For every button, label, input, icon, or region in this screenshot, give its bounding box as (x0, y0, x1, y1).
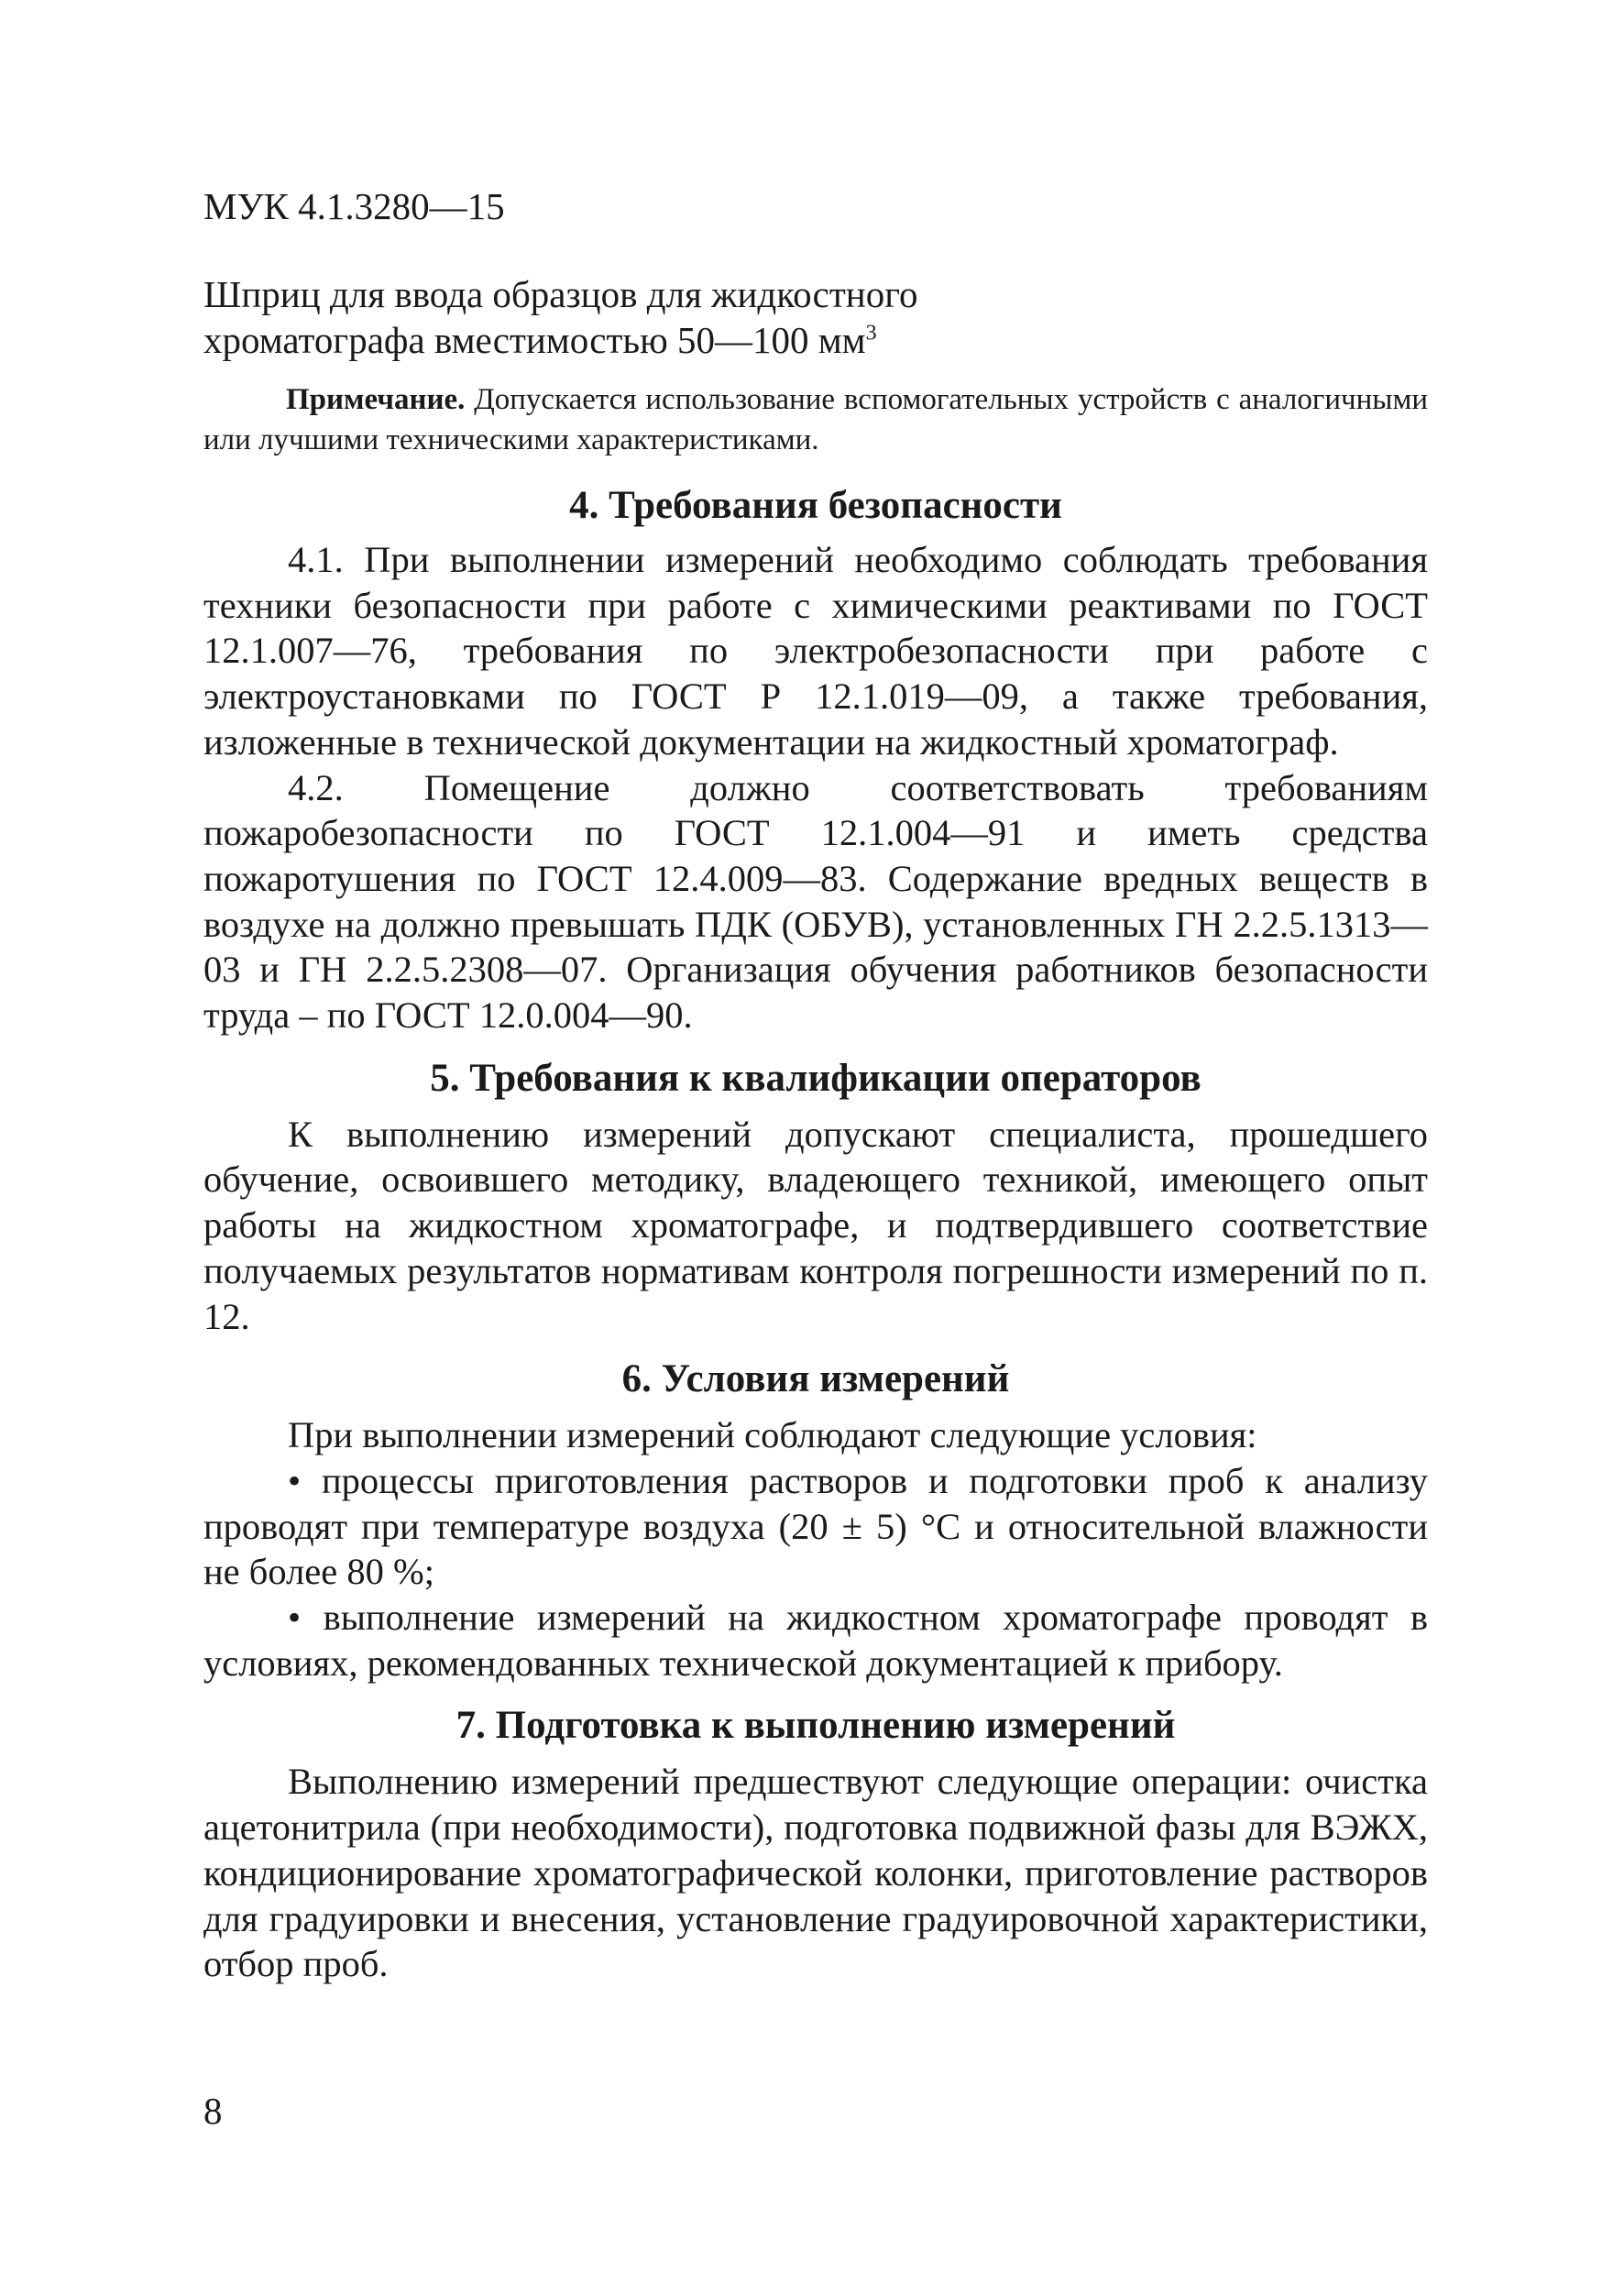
page-content (203, 271, 1428, 1987)
section-5-paragraph-1: К выполнению измерений допускают специалиста, прошедшего обучение, освоившего методику, владеющего техникой, имеющего опыт работы на жидкостном хроматографе, и подтвердившего соответствие получаемых результатов нормативам контроля погрешности измерений по п. 12. (203, 1113, 1428, 1337)
document-code-header: МУК 4.1.3280—15 (203, 185, 505, 227)
note-paragraph (203, 379, 1428, 460)
section-4-paragraph-1: 4.1. При выполнении измерений необходимо соблюдать требования техники безопасности при работе с химическими реактивами по ГОСТ 12.1.007—76, требования по электробезопасности при работе с электроустановками по ГОСТ Р 12.1.019—09, а также требования, изложенные в технической документации на жидкостный хроматограф. (203, 539, 1428, 763)
note-text: Допускается использование вспомогательных устройств с аналогичными или лучшими техническими характеристиками. (203, 383, 1428, 456)
note-block (203, 379, 1428, 460)
section-7-body (203, 1759, 1428, 1987)
section-7-title: 7. Подготовка к выполнению измерений (455, 1704, 1176, 1748)
section-7-paragraph-1: Выполнению измерений предшествуют следующие операции: очистка ацетонитрила (при необходимости), подготовка подвижной фазы для ВЭЖХ, кондиционирование хроматографической колонки, приготовление растворов для градуировки и внесения, установление градуировочной характеристики, отбор проб. (203, 1761, 1428, 1985)
section-4-title: 4. Требования безопасности (569, 484, 1062, 527)
section-6-title: 6. Условия измерений (621, 1357, 1010, 1401)
section-6-bullet-2: • выполнение измерений на жидкостном хроматографе проводят в условиях, рекомендованных технической документацией к прибору. (203, 1597, 1428, 1684)
section-5-title: 5. Требования к квалификации операторов (430, 1056, 1202, 1100)
page-number: 8 (203, 2090, 223, 2132)
section-6-bullet-1: • процессы приготовления растворов и подготовки проб к анализу проводят при температуре воздуха (20 ± 5) °С и относительной влажности не более 80 %; (203, 1459, 1428, 1593)
note-label: Примечание. (286, 383, 466, 416)
section-4-paragraph-2: 4.2. Помещение должно соответствовать требованиям пожаробезопасности по ГОСТ 12.1.004—91 и иметь средства пожаротушения по ГОСТ 12.4.009—83. Содержание вредных веществ в воздухе на должно превышать ПДК (ОБУВ), установленных ГН 2.2.5.1313—03 и ГН 2.2.5.2308—07. Организация обучения работников безопасности труда – по ГОСТ 12.0.004—90. (203, 766, 1428, 1037)
superscript-3: 3 (865, 321, 877, 346)
section-6-body (203, 1412, 1428, 1686)
section-5-body (203, 1112, 1428, 1340)
syringe-line-2-text: хроматографа вместимостью 50—100 мм (203, 319, 866, 361)
syringe-line-2 (203, 317, 1428, 363)
section-6-intro: При выполнении измерений соблюдают следующие условия: (288, 1414, 1257, 1456)
section-4-body (203, 537, 1428, 1038)
syringe-line-1: Шприц для ввода образцов для жидкостного (203, 273, 918, 315)
